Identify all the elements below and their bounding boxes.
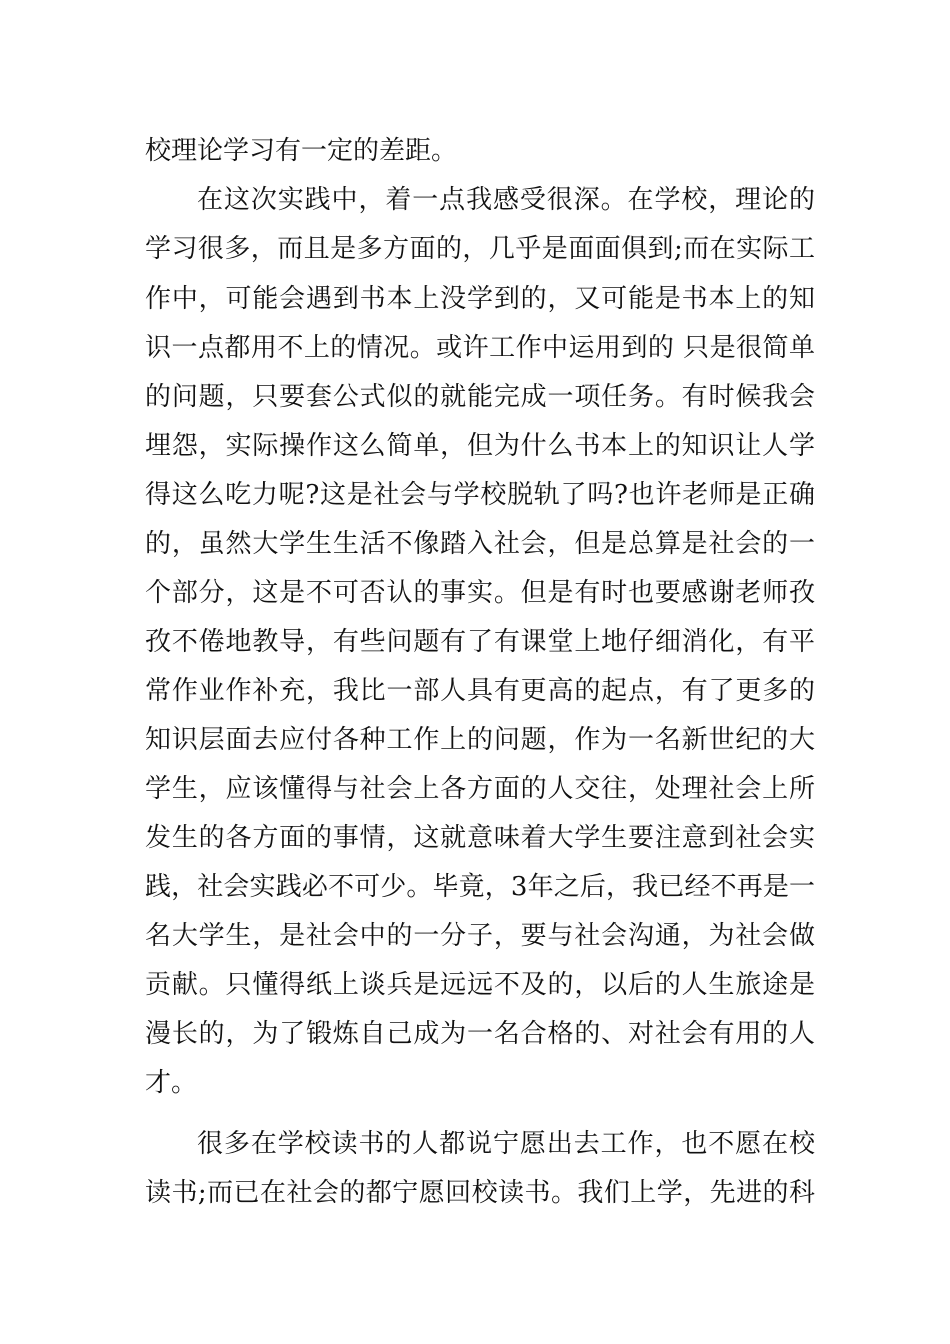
paragraph-line: 学习很多，而且是多方面的，几乎是面面俱到;而在实际工 (145, 234, 815, 264)
paragraph-line: 很多在学校读书的人都说宁愿出去工作，也不愿在校 (197, 1129, 815, 1159)
paragraph-line: 才。 (145, 1068, 198, 1098)
paragraph-line: 孜不倦地教导，有些问题有了有课堂上地仔细消化，有平 (145, 627, 815, 657)
paragraph-line: 读书;而已在社会的都宁愿回校读书。我们上学，先进的科 (145, 1178, 815, 1208)
paragraph-line: 贡献。只懂得纸上谈兵是远远不及的，以后的人生旅途是 (145, 970, 815, 1000)
paragraph-line: 埋怨，实际操作这么简单，但为什么书本上的知识让人学 (145, 431, 815, 461)
paragraph-line: 得这么吃力呢?这是社会与学校脱轨了吗?也许老师是正确 (145, 480, 815, 510)
paragraph-line: 作中，可能会遇到书本上没学到的，又可能是书本上的知 (145, 284, 815, 314)
paragraph-line: 的，虽然大学生生活不像踏入社会，但是总算是社会的一 (145, 529, 815, 559)
paragraph-line: 知识层面去应付各种工作上的问题，作为一名新世纪的大 (145, 725, 815, 755)
paragraph-line: 名大学生，是社会中的一分子，要与社会沟通，为社会做 (145, 921, 815, 951)
paragraph-line: 个部分，这是不可否认的事实。但是有时也要感谢老师孜 (145, 578, 815, 608)
paragraph-line: 学生，应该懂得与社会上各方面的人交往，处理社会上所 (145, 774, 815, 804)
paragraph-line: 践，社会实践必不可少。毕竟，3年之后，我已经不再是一 (145, 872, 815, 902)
paragraph-line: 常作业作补充，我比一部人具有更高的起点，有了更多的 (145, 676, 815, 706)
paragraph-line: 漫长的，为了锻炼自己成为一名合格的、对社会有用的人 (145, 1019, 815, 1049)
paragraph-line: 在这次实践中，着一点我感受很深。在学校，理论的 (197, 185, 815, 215)
paragraph-line: 发生的各方面的事情，这就意味着大学生要注意到社会实 (145, 823, 815, 853)
paragraph-line: 的问题，只要套公式似的就能完成一项任务。有时候我会 (145, 382, 815, 412)
paragraph-line: 识一点都用不上的情况。或许工作中运用到的 只是很简单 (145, 333, 815, 363)
paragraph-line: 校理论学习有一定的差距。 (145, 136, 458, 166)
